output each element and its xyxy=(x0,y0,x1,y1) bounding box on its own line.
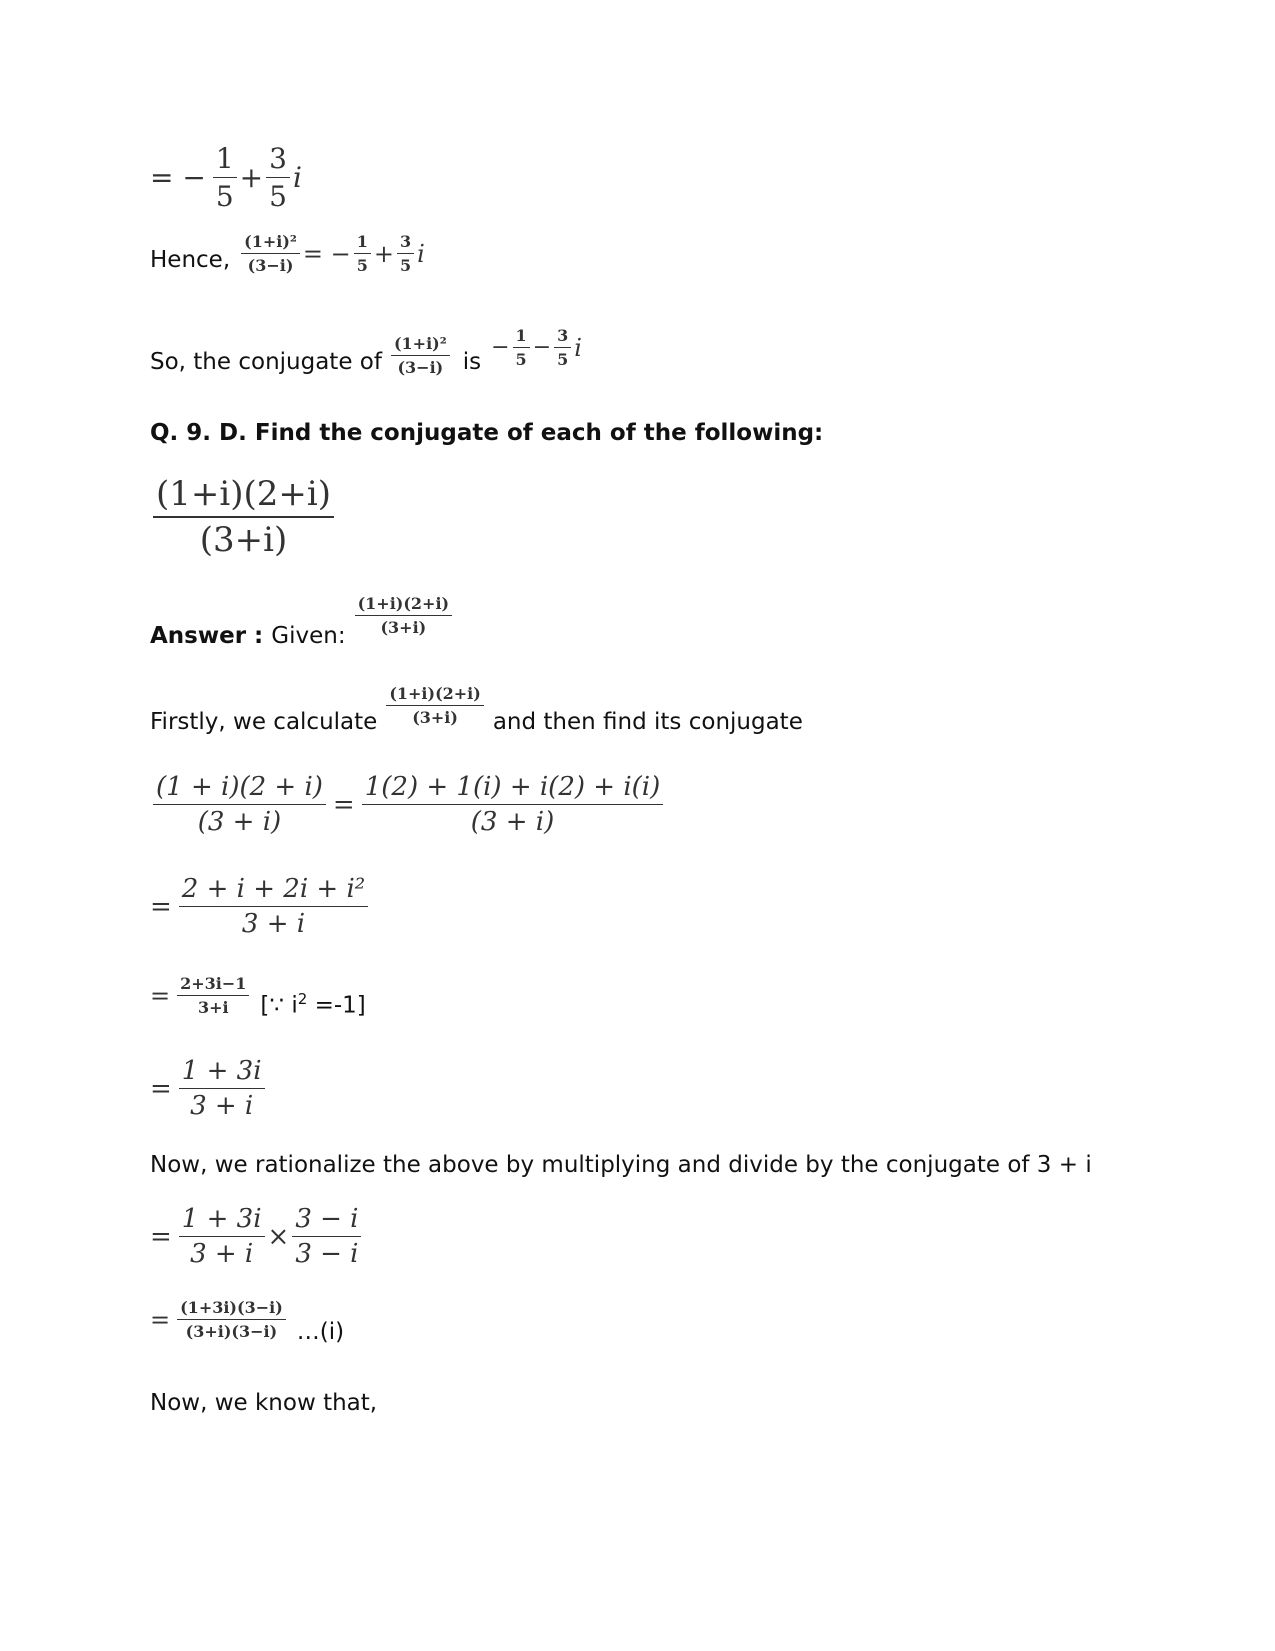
step-3: = $\frac{2+3i-1}{3+i}$ [∵ $i^2 =-1$] xyxy=(150,974,366,1019)
answer-line: Answer : Given: $\frac{(1+i)(2+i)}{(3+i)}$ xyxy=(150,594,455,651)
firstly-line: Firstly, we calculate $\frac{(1+i)(2+i)}{(3+i)}$ and then find its conjugate xyxy=(150,684,803,735)
fraction: $\frac{1}{5}$ xyxy=(354,232,371,275)
fraction: $\frac{3}{5}$ xyxy=(554,326,571,369)
step-5: = $\frac{1 + 3i}{3 + i}$ × $\frac{3 - i}{3 - i}$ xyxy=(150,1204,364,1269)
fraction: $\frac{(1+i)(2+i)}{(3+i)}$ xyxy=(386,684,484,727)
equation-tag: …(i) xyxy=(296,1319,345,1345)
fraction: $\frac{\text{(1+i)²}}{(3-i)}$ xyxy=(391,334,450,377)
fraction: $\frac{3}{5}$ xyxy=(266,142,290,213)
fraction: $\frac{1}{5}$ xyxy=(513,326,530,369)
fraction: $\frac{(1+i)(2+i)}{(3+i)}$ xyxy=(355,594,453,637)
step-4: = $\frac{1 + 3i}{3 + i}$ xyxy=(150,1056,268,1121)
answer-label: Answer : xyxy=(150,623,264,649)
fraction: $\frac{(1+3i)(3-i)}{(3+i)(3-i)}$ xyxy=(177,1298,286,1341)
identity-note: [∵ $i^2 =-1$] xyxy=(260,990,366,1019)
fraction: $\frac{3}{5}$ xyxy=(397,232,414,275)
question-expression: $\frac{(1+i)(2+i)}{(3+i)}$ xyxy=(150,474,337,560)
hence-line: Hence, $\frac{\text{(1+i)²}}{(3-i)}$ = − $\frac{1}{5}$ + $\frac{3}{5}$ i xyxy=(150,232,425,275)
step-2: = $\frac{\text{2 + i + 2i + i²}}{3 + i}$ xyxy=(150,874,371,939)
question-heading: Q. 9. D. Find the conjugate of each of the following: xyxy=(150,420,824,446)
rationalize-text: Now, we rationalize the above by multiplying and divide by the conjugate of 3 + i xyxy=(150,1152,1092,1178)
step-1: $\frac{(1 + i)(2 + i)}{(3 + i)}$ = $\frac{1(2) + 1(i) + i(2) + i(i)}{(3 + i)}$ xyxy=(150,772,666,837)
fraction: $\frac{1}{5}$ xyxy=(213,142,237,213)
fraction: $\frac{2+3i-1}{3+i}$ xyxy=(177,974,249,1017)
conjugate-line: So, the conjugate of $\frac{\text{(1+i)²}}{(3-i)}$ is − $\frac{1}{5}$ − $\frac{3}{5}$ i xyxy=(150,326,582,377)
result-line: = − $\frac{1}{5}$ + $\frac{3}{5}$ i xyxy=(150,142,302,213)
hence-text: Hence, xyxy=(150,247,231,273)
equals-sign: = − xyxy=(150,161,206,194)
step-6: = $\frac{(1+3i)(3-i)}{(3+i)(3-i)}$ …(i) xyxy=(150,1298,345,1345)
closing-text: Now, we know that, xyxy=(150,1390,378,1416)
fraction: $\frac{\text{(1+i)²}}{(3-i)}$ xyxy=(241,232,300,275)
